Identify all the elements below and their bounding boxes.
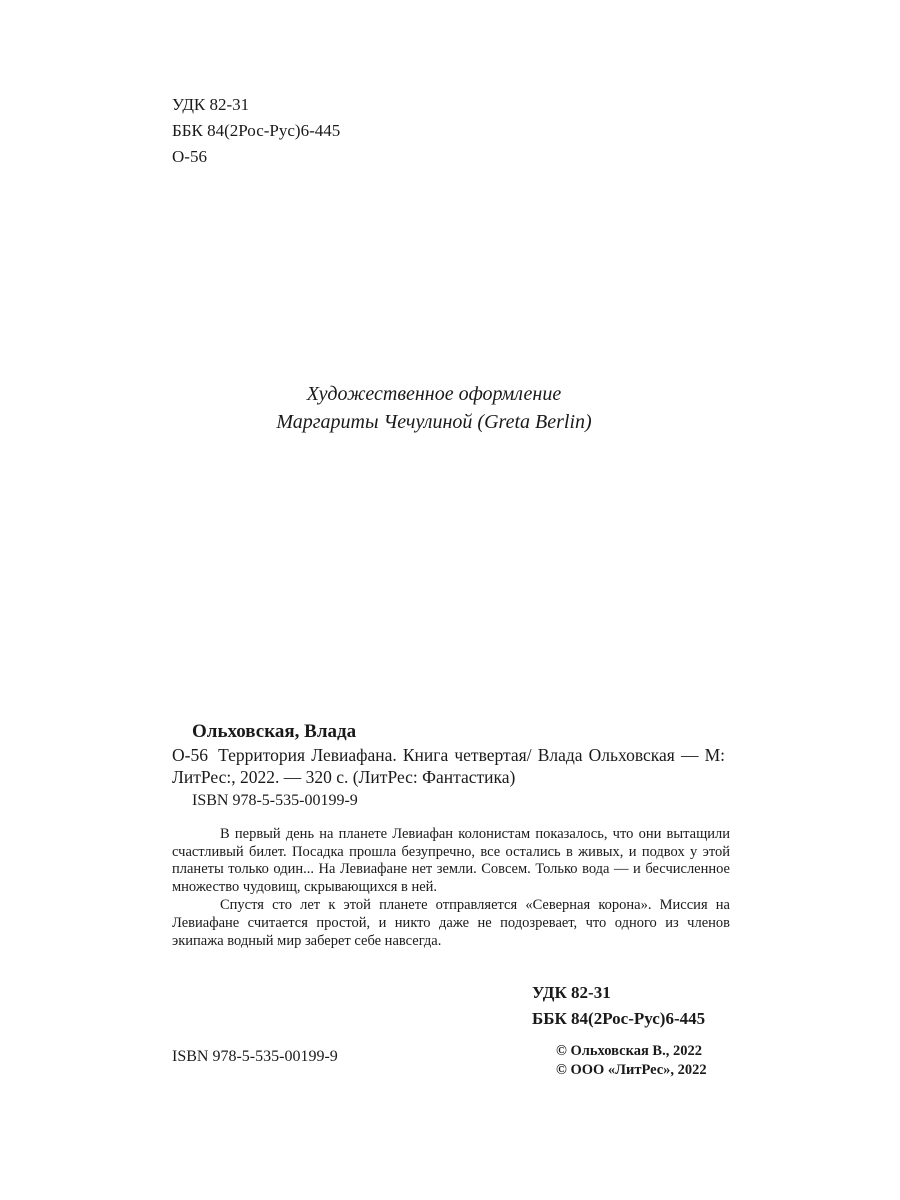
footer-classification-codes (532, 980, 705, 1032)
bibliographic-description (172, 744, 725, 788)
footer-udk-code: УДК 82-31 (532, 983, 611, 1002)
annotation-paragraph-2: Спустя сто лет к этой планете отправляется «Северная корона». Миссия на Левиафане считается простой, и никто даже не подозревает, что одного из членов экипажа водный мир заберет себе навсегда. (172, 897, 730, 949)
design-credit-line-1: Художественное оформление (306, 383, 562, 405)
bibliographic-isbn: ISBN 978-5-535-00199-9 (192, 792, 358, 809)
header-author-mark: О-56 (172, 147, 207, 166)
header-udk-code: УДК 82-31 (172, 95, 250, 114)
copyright-publisher: © ООО «ЛитРес», 2022 (556, 1062, 707, 1078)
copyright-block (556, 1042, 707, 1080)
bibliographic-code: О-56 (172, 745, 208, 765)
header-bbk-code: ББК 84(2Рос-Рус)6-445 (172, 121, 341, 140)
footer-isbn: ISBN 978-5-535-00199-9 (172, 1048, 338, 1065)
annotation-paragraph-1: В первый день на планете Левиафан колонистам показалось, что они вытащили счастливый билет. Посадка прошла безупречно, все остались в живых, и подвох у этой планеты только один... На Левиафане нет земли. Совсем. Только вода — и бесчисленное множество чудовищ, скрывающихся в ней. (172, 826, 730, 895)
design-credit-line-2: Маргариты Чечулиной (Greta Berlin) (276, 411, 592, 433)
header-classification-codes (172, 92, 340, 170)
annotation (172, 826, 730, 950)
bibliographic-author: Ольховская, Влада (192, 721, 357, 742)
design-credit (0, 380, 868, 436)
footer-bbk-code: ББК 84(2Рос-Рус)6-445 (532, 1009, 706, 1028)
copyright-author: © Ольховская В., 2022 (556, 1043, 702, 1059)
bibliographic-description-text: Территория Левиафана. Книга четвертая/ Влада Ольховская — М: ЛитРес:, 2022. — 320 с. (ЛитРес: Фантастика) (172, 745, 726, 787)
